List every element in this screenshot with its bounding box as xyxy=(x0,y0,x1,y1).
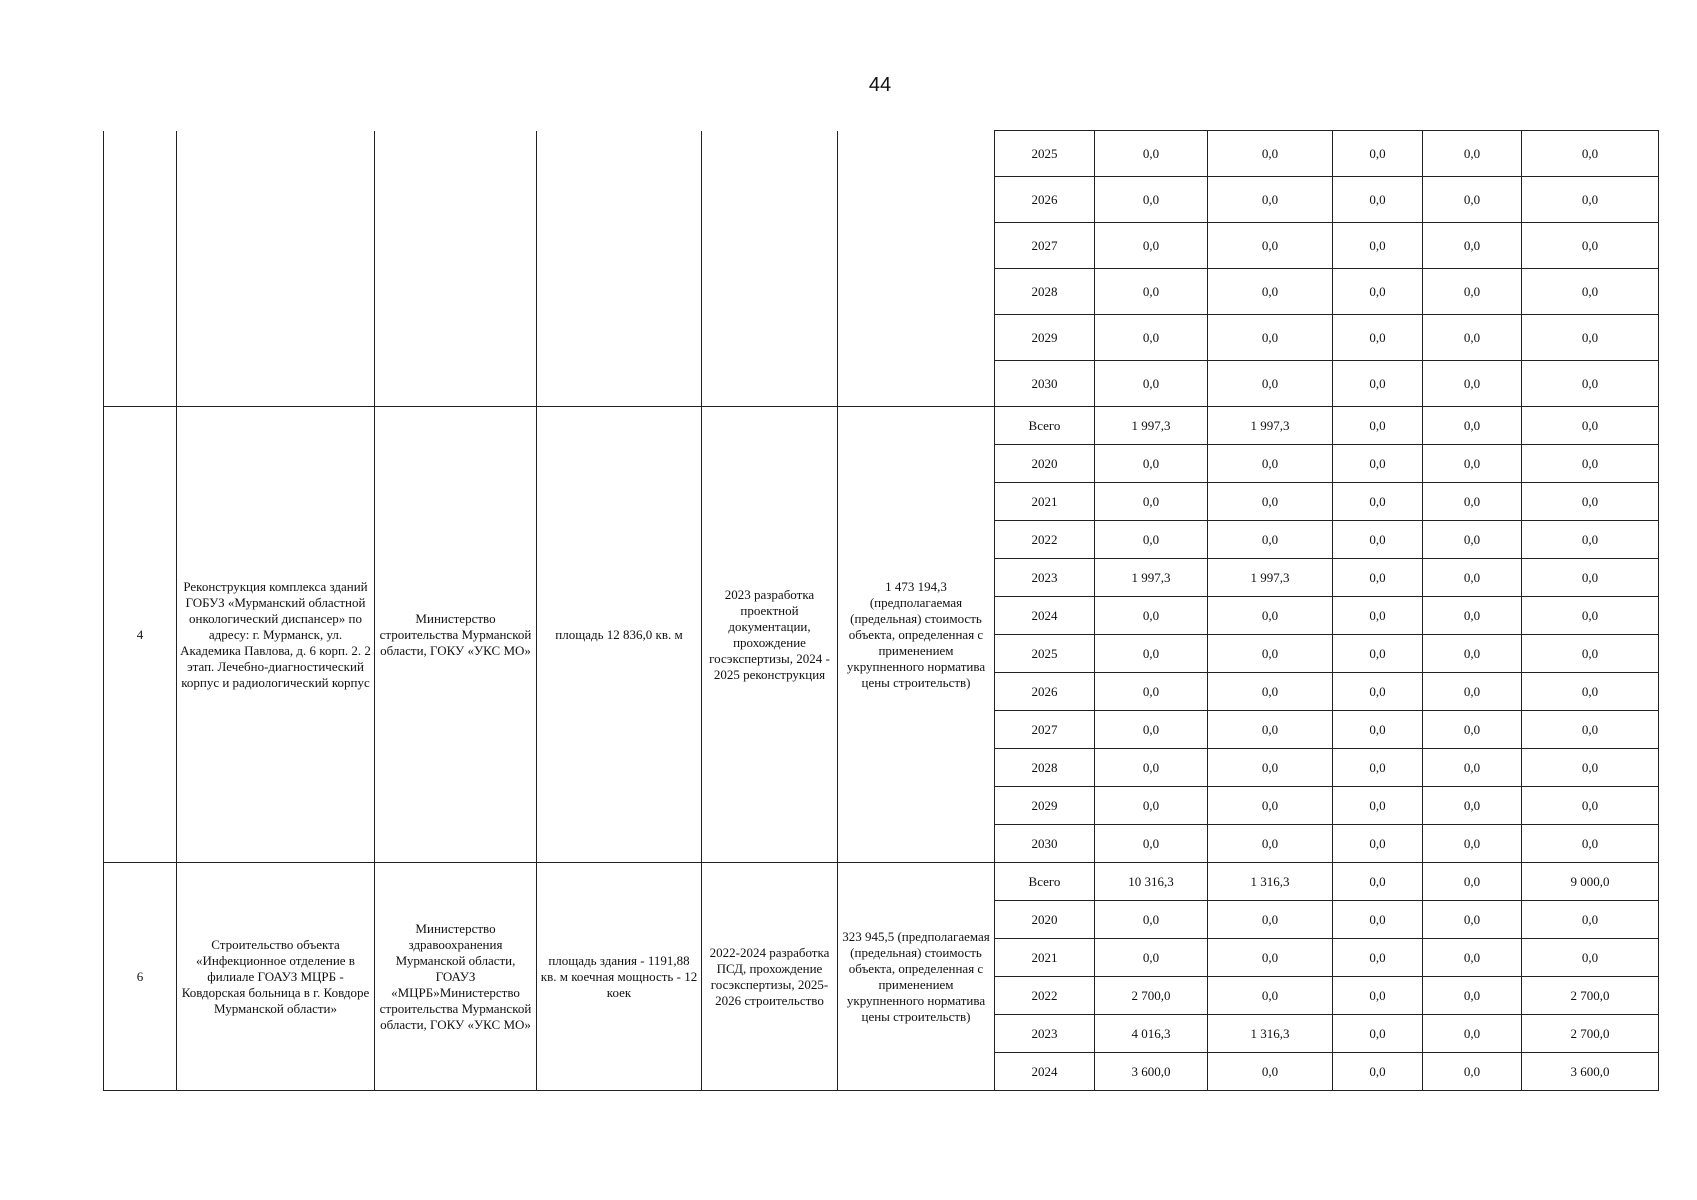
other-sources-cell: 0,0 xyxy=(1522,901,1659,939)
local-budget-cell: 0,0 xyxy=(1423,787,1522,825)
capacity-cell xyxy=(537,131,702,407)
other-sources-cell: 0,0 xyxy=(1522,315,1659,361)
other-sources-cell: 2 700,0 xyxy=(1522,1015,1659,1053)
regional-budget-cell: 0,0 xyxy=(1333,939,1423,977)
regional-budget-cell: 0,0 xyxy=(1333,177,1423,223)
year-cell: 2028 xyxy=(995,749,1095,787)
year-cell: 2020 xyxy=(995,901,1095,939)
local-budget-cell: 0,0 xyxy=(1423,559,1522,597)
year-cell: Всего xyxy=(995,407,1095,445)
other-sources-cell: 0,0 xyxy=(1522,559,1659,597)
local-budget-cell: 0,0 xyxy=(1423,711,1522,749)
timeline-cell xyxy=(702,131,838,407)
other-sources-cell: 0,0 xyxy=(1522,939,1659,977)
total-value-cell: 0,0 xyxy=(1095,673,1208,711)
federal-budget-cell: 0,0 xyxy=(1208,749,1333,787)
federal-budget-cell: 0,0 xyxy=(1208,177,1333,223)
year-cell: 2024 xyxy=(995,597,1095,635)
federal-budget-cell: 0,0 xyxy=(1208,361,1333,407)
object-name-cell: Строительство объекта «Инфекционное отделение в филиале ГОАУЗ МЦРБ - Ковдорская больница в г. Ковдоре Мурманской области» xyxy=(177,863,375,1091)
total-value-cell: 0,0 xyxy=(1095,749,1208,787)
regional-budget-cell: 0,0 xyxy=(1333,901,1423,939)
table-row xyxy=(104,863,1659,901)
year-cell: 2023 xyxy=(995,559,1095,597)
regional-budget-cell: 0,0 xyxy=(1333,407,1423,445)
federal-budget-cell: 0,0 xyxy=(1208,315,1333,361)
local-budget-cell: 0,0 xyxy=(1423,977,1522,1015)
regional-budget-cell: 0,0 xyxy=(1333,825,1423,863)
local-budget-cell: 0,0 xyxy=(1423,901,1522,939)
other-sources-cell: 0,0 xyxy=(1522,597,1659,635)
year-cell: 2022 xyxy=(995,977,1095,1015)
regional-budget-cell: 0,0 xyxy=(1333,483,1423,521)
year-cell: 2025 xyxy=(995,635,1095,673)
year-cell: 2021 xyxy=(995,939,1095,977)
estimated-cost-cell: 323 945,5 (предполагаемая (предельная) стоимость объекта, определенная с применением укрупненного норматива цены строительств) xyxy=(838,863,995,1091)
year-cell: 2029 xyxy=(995,315,1095,361)
other-sources-cell: 0,0 xyxy=(1522,407,1659,445)
year-cell: 2021 xyxy=(995,483,1095,521)
federal-budget-cell: 0,0 xyxy=(1208,483,1333,521)
local-budget-cell: 0,0 xyxy=(1423,315,1522,361)
year-cell: 2025 xyxy=(995,131,1095,177)
local-budget-cell: 0,0 xyxy=(1423,939,1522,977)
local-budget-cell: 0,0 xyxy=(1423,483,1522,521)
federal-budget-cell: 0,0 xyxy=(1208,787,1333,825)
year-cell: 2030 xyxy=(995,361,1095,407)
object-name-cell xyxy=(177,131,375,407)
total-value-cell: 0,0 xyxy=(1095,131,1208,177)
table-row xyxy=(104,131,1659,177)
regional-budget-cell: 0,0 xyxy=(1333,131,1423,177)
timeline-cell: 2023 разработка проектной документации, прохождение госэкспертизы, 2024 - 2025 реконструкция xyxy=(702,407,838,863)
local-budget-cell: 0,0 xyxy=(1423,673,1522,711)
timeline-cell: 2022-2024 разработка ПСД, прохождение госэкспертизы, 2025-2026 строительство xyxy=(702,863,838,1091)
year-cell: 2024 xyxy=(995,1053,1095,1091)
regional-budget-cell: 0,0 xyxy=(1333,445,1423,483)
regional-budget-cell: 0,0 xyxy=(1333,635,1423,673)
total-value-cell: 3 600,0 xyxy=(1095,1053,1208,1091)
local-budget-cell: 0,0 xyxy=(1423,597,1522,635)
other-sources-cell: 0,0 xyxy=(1522,223,1659,269)
local-budget-cell: 0,0 xyxy=(1423,863,1522,901)
year-cell: 2023 xyxy=(995,1015,1095,1053)
federal-budget-cell: 1 316,3 xyxy=(1208,863,1333,901)
capacity-cell: площадь 12 836,0 кв. м xyxy=(537,407,702,863)
year-cell: 2026 xyxy=(995,673,1095,711)
regional-budget-cell: 0,0 xyxy=(1333,521,1423,559)
customer-cell: Министерство здравоохранения Мурманской области, ГОАУЗ «МЦРБ»Министерство строительства Мурманской области, ГОКУ «УКС МО» xyxy=(375,863,537,1091)
capacity-cell: площадь здания - 1191,88 кв. м коечная мощность - 12 коек xyxy=(537,863,702,1091)
federal-budget-cell: 0,0 xyxy=(1208,269,1333,315)
total-value-cell: 0,0 xyxy=(1095,825,1208,863)
total-value-cell: 4 016,3 xyxy=(1095,1015,1208,1053)
other-sources-cell: 0,0 xyxy=(1522,711,1659,749)
total-value-cell: 0,0 xyxy=(1095,445,1208,483)
other-sources-cell: 0,0 xyxy=(1522,749,1659,787)
other-sources-cell: 3 600,0 xyxy=(1522,1053,1659,1091)
year-cell: 2020 xyxy=(995,445,1095,483)
regional-budget-cell: 0,0 xyxy=(1333,977,1423,1015)
estimated-cost-cell: 1 473 194,3 (предполагаемая (предельная) стоимость объекта, определенная с применением укрупненного норматива цены строительств) xyxy=(838,407,995,863)
local-budget-cell: 0,0 xyxy=(1423,177,1522,223)
regional-budget-cell: 0,0 xyxy=(1333,223,1423,269)
other-sources-cell: 0,0 xyxy=(1522,131,1659,177)
regional-budget-cell: 0,0 xyxy=(1333,1053,1423,1091)
customer-cell xyxy=(375,131,537,407)
local-budget-cell: 0,0 xyxy=(1423,1015,1522,1053)
regional-budget-cell: 0,0 xyxy=(1333,749,1423,787)
federal-budget-cell: 0,0 xyxy=(1208,977,1333,1015)
total-value-cell: 0,0 xyxy=(1095,361,1208,407)
estimated-cost-cell xyxy=(838,131,995,407)
regional-budget-cell: 0,0 xyxy=(1333,673,1423,711)
federal-budget-cell: 0,0 xyxy=(1208,825,1333,863)
regional-budget-cell: 0,0 xyxy=(1333,597,1423,635)
total-value-cell: 0,0 xyxy=(1095,177,1208,223)
year-cell: 2027 xyxy=(995,711,1095,749)
total-value-cell: 0,0 xyxy=(1095,901,1208,939)
local-budget-cell: 0,0 xyxy=(1423,825,1522,863)
table-body xyxy=(104,131,1659,1091)
other-sources-cell: 0,0 xyxy=(1522,521,1659,559)
federal-budget-cell: 0,0 xyxy=(1208,223,1333,269)
other-sources-cell: 0,0 xyxy=(1522,361,1659,407)
other-sources-cell: 0,0 xyxy=(1522,635,1659,673)
total-value-cell: 2 700,0 xyxy=(1095,977,1208,1015)
table-row xyxy=(104,407,1659,445)
federal-budget-cell: 1 316,3 xyxy=(1208,1015,1333,1053)
total-value-cell: 1 997,3 xyxy=(1095,407,1208,445)
regional-budget-cell: 0,0 xyxy=(1333,711,1423,749)
total-value-cell: 0,0 xyxy=(1095,315,1208,361)
regional-budget-cell: 0,0 xyxy=(1333,269,1423,315)
total-value-cell: 0,0 xyxy=(1095,597,1208,635)
federal-budget-cell: 0,0 xyxy=(1208,635,1333,673)
row-number-cell xyxy=(104,131,177,407)
year-cell: 2022 xyxy=(995,521,1095,559)
local-budget-cell: 0,0 xyxy=(1423,1053,1522,1091)
total-value-cell: 0,0 xyxy=(1095,223,1208,269)
year-cell: Всего xyxy=(995,863,1095,901)
row-number-cell: 4 xyxy=(104,407,177,863)
page-number: 44 xyxy=(868,74,892,96)
federal-budget-cell: 0,0 xyxy=(1208,131,1333,177)
federal-budget-cell: 0,0 xyxy=(1208,939,1333,977)
year-cell: 2027 xyxy=(995,223,1095,269)
local-budget-cell: 0,0 xyxy=(1423,521,1522,559)
other-sources-cell: 0,0 xyxy=(1522,483,1659,521)
year-cell: 2028 xyxy=(995,269,1095,315)
local-budget-cell: 0,0 xyxy=(1423,407,1522,445)
other-sources-cell: 0,0 xyxy=(1522,825,1659,863)
federal-budget-cell: 1 997,3 xyxy=(1208,407,1333,445)
total-value-cell: 0,0 xyxy=(1095,521,1208,559)
object-name-cell: Реконструкция комплекса зданий ГОБУЗ «Мурманский областной онкологический диспансер» по адресу: г. Мурманск, ул. Академика Павлова, д. 6 корп. 2. 2 этап. Лечебно-диагностический корпус и радиологический корпус xyxy=(177,407,375,863)
regional-budget-cell: 0,0 xyxy=(1333,559,1423,597)
other-sources-cell: 9 000,0 xyxy=(1522,863,1659,901)
federal-budget-cell: 0,0 xyxy=(1208,711,1333,749)
federal-budget-cell: 0,0 xyxy=(1208,521,1333,559)
federal-budget-cell: 0,0 xyxy=(1208,673,1333,711)
total-value-cell: 0,0 xyxy=(1095,635,1208,673)
other-sources-cell: 0,0 xyxy=(1522,177,1659,223)
local-budget-cell: 0,0 xyxy=(1423,269,1522,315)
local-budget-cell: 0,0 xyxy=(1423,131,1522,177)
local-budget-cell: 0,0 xyxy=(1423,445,1522,483)
local-budget-cell: 0,0 xyxy=(1423,635,1522,673)
customer-cell: Министерство строительства Мурманской области, ГОКУ «УКС МО» xyxy=(375,407,537,863)
total-value-cell: 0,0 xyxy=(1095,939,1208,977)
other-sources-cell: 0,0 xyxy=(1522,269,1659,315)
other-sources-cell: 0,0 xyxy=(1522,787,1659,825)
federal-budget-cell: 0,0 xyxy=(1208,445,1333,483)
total-value-cell: 0,0 xyxy=(1095,269,1208,315)
other-sources-cell: 2 700,0 xyxy=(1522,977,1659,1015)
total-value-cell: 1 997,3 xyxy=(1095,559,1208,597)
total-value-cell: 0,0 xyxy=(1095,711,1208,749)
investment-table xyxy=(103,130,1659,1091)
year-cell: 2029 xyxy=(995,787,1095,825)
federal-budget-cell: 0,0 xyxy=(1208,901,1333,939)
local-budget-cell: 0,0 xyxy=(1423,749,1522,787)
year-cell: 2026 xyxy=(995,177,1095,223)
total-value-cell: 0,0 xyxy=(1095,483,1208,521)
federal-budget-cell: 1 997,3 xyxy=(1208,559,1333,597)
regional-budget-cell: 0,0 xyxy=(1333,787,1423,825)
local-budget-cell: 0,0 xyxy=(1423,223,1522,269)
local-budget-cell: 0,0 xyxy=(1423,361,1522,407)
federal-budget-cell: 0,0 xyxy=(1208,597,1333,635)
row-number-cell: 6 xyxy=(104,863,177,1091)
regional-budget-cell: 0,0 xyxy=(1333,863,1423,901)
regional-budget-cell: 0,0 xyxy=(1333,315,1423,361)
year-cell: 2030 xyxy=(995,825,1095,863)
regional-budget-cell: 0,0 xyxy=(1333,1015,1423,1053)
total-value-cell: 0,0 xyxy=(1095,787,1208,825)
regional-budget-cell: 0,0 xyxy=(1333,361,1423,407)
total-value-cell: 10 316,3 xyxy=(1095,863,1208,901)
other-sources-cell: 0,0 xyxy=(1522,445,1659,483)
federal-budget-cell: 0,0 xyxy=(1208,1053,1333,1091)
other-sources-cell: 0,0 xyxy=(1522,673,1659,711)
